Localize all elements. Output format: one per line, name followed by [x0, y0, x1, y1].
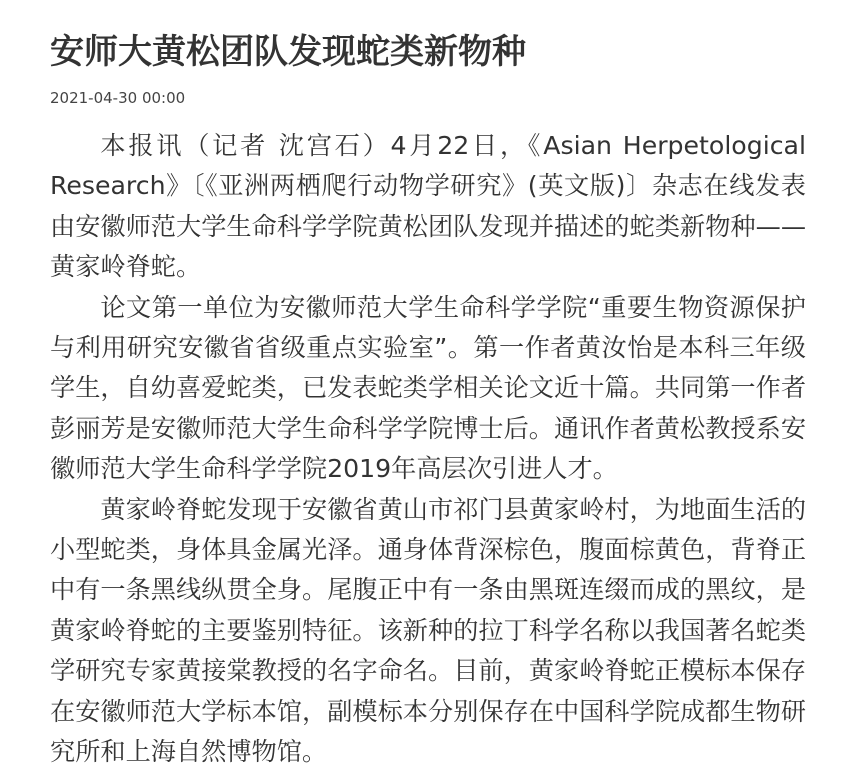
publish-date: 2021-04-30 00:00 [50, 89, 186, 107]
paragraph-3: 黄家岭脊蛇发现于安徽省黄山市祁门县黄家岭村，为地面生活的小型蛇类，身体具金属光泽。通身体背深棕色，腹面棕黄色，背脊正中有一条黑线纵贯全身。尾腹正中有一条由黑斑连缀而成的黑纹，是黄家岭脊蛇的主要鉴别特征。该新种的拉丁科学名称以我国著名蛇类学研究专家黄接棠教授的名字命名。目前，黄家岭脊蛇正模标本保存在安徽师范大学标本馆，副模标本分别保存在中国科学院成都生物研究所和上海自然博物馆。 [50, 494, 806, 767]
article-title: 安师大黄松团队发现蛇类新物种 [50, 32, 526, 72]
paragraph-2: 论文第一单位为安徽师范大学生命科学学院“重要生物资源保护与利用研究安徽省省级重点实验室”。第一作者黄汝怡是本科三年级学生，自幼喜爱蛇类，已发表蛇类学相关论文近十篇。共同第一作者彭丽芳是安徽师范大学生命科学学院博士后。通讯作者黄松教授系安徽师范大学生命科学学院2019年高层次引进人才。 [50, 292, 806, 484]
paragraph-1: 本报讯（记者 沈宫石）4月22日，《Asian Herpetological Research》〔《亚洲两栖爬行动物学研究》(英文版)〕杂志在线发表由安徽师范大学生命科学学院黄松团队发现并描述的蛇类新物种——黄家岭脊蛇。 [50, 131, 806, 282]
article-body [50, 126, 806, 773]
